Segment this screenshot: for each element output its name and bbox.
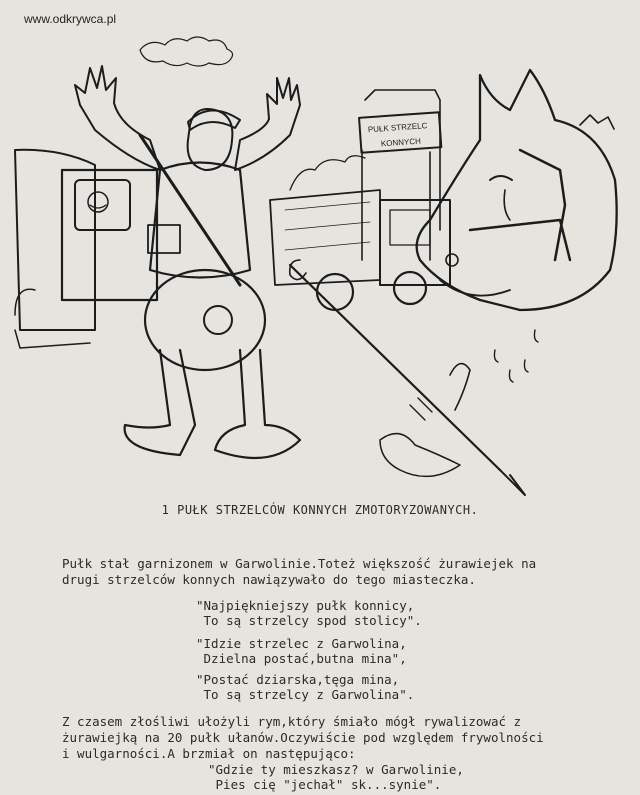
paragraph-2: Z czasem złośliwi ułożyli rym,który śmiało mógł rywalizować z żurawiejką na 20 pułk ułanów.Oczywiście pod względem frywolności i wulgarności.A brzmiał on następująco: — [62, 714, 544, 761]
paragraph-1: Pułk stał garnizonem w Garwolinie.Toteż większość żurawiejek na drugi strzelców konnych nawiązywało do tego miasteczka. — [62, 556, 537, 587]
caption: 1 PUŁK STRZELCÓW KONNYCH ZMOTORYZOWANYCH. — [161, 503, 479, 517]
verse-2: "Idzie strzelec z Garwolina, Dzielna postać,butna mina", — [196, 636, 407, 666]
truck-center — [270, 190, 450, 310]
verse-1: "Najpiękniejszy pułk konnicy, To są strzelcy spod stolicy". — [196, 598, 422, 628]
horse-head — [417, 70, 617, 382]
watermark: www.odkrywca.pl — [24, 12, 117, 26]
truck-left — [15, 150, 157, 348]
sign-line-2: KONNYCH — [380, 136, 422, 149]
verse-3: "Postać dziarska,tęga mina, To są strzelcy z Garwolina". — [196, 672, 415, 702]
verse-4: "Gdzie ty mieszkasz? w Garwolinie, Pies cię "jechał" sk...synie". — [208, 762, 464, 792]
cloud — [140, 37, 233, 66]
cartoon-illustration — [0, 30, 640, 500]
sign-line-1: PUŁK STRZELC — [367, 121, 428, 135]
soldier-figure — [75, 66, 300, 458]
